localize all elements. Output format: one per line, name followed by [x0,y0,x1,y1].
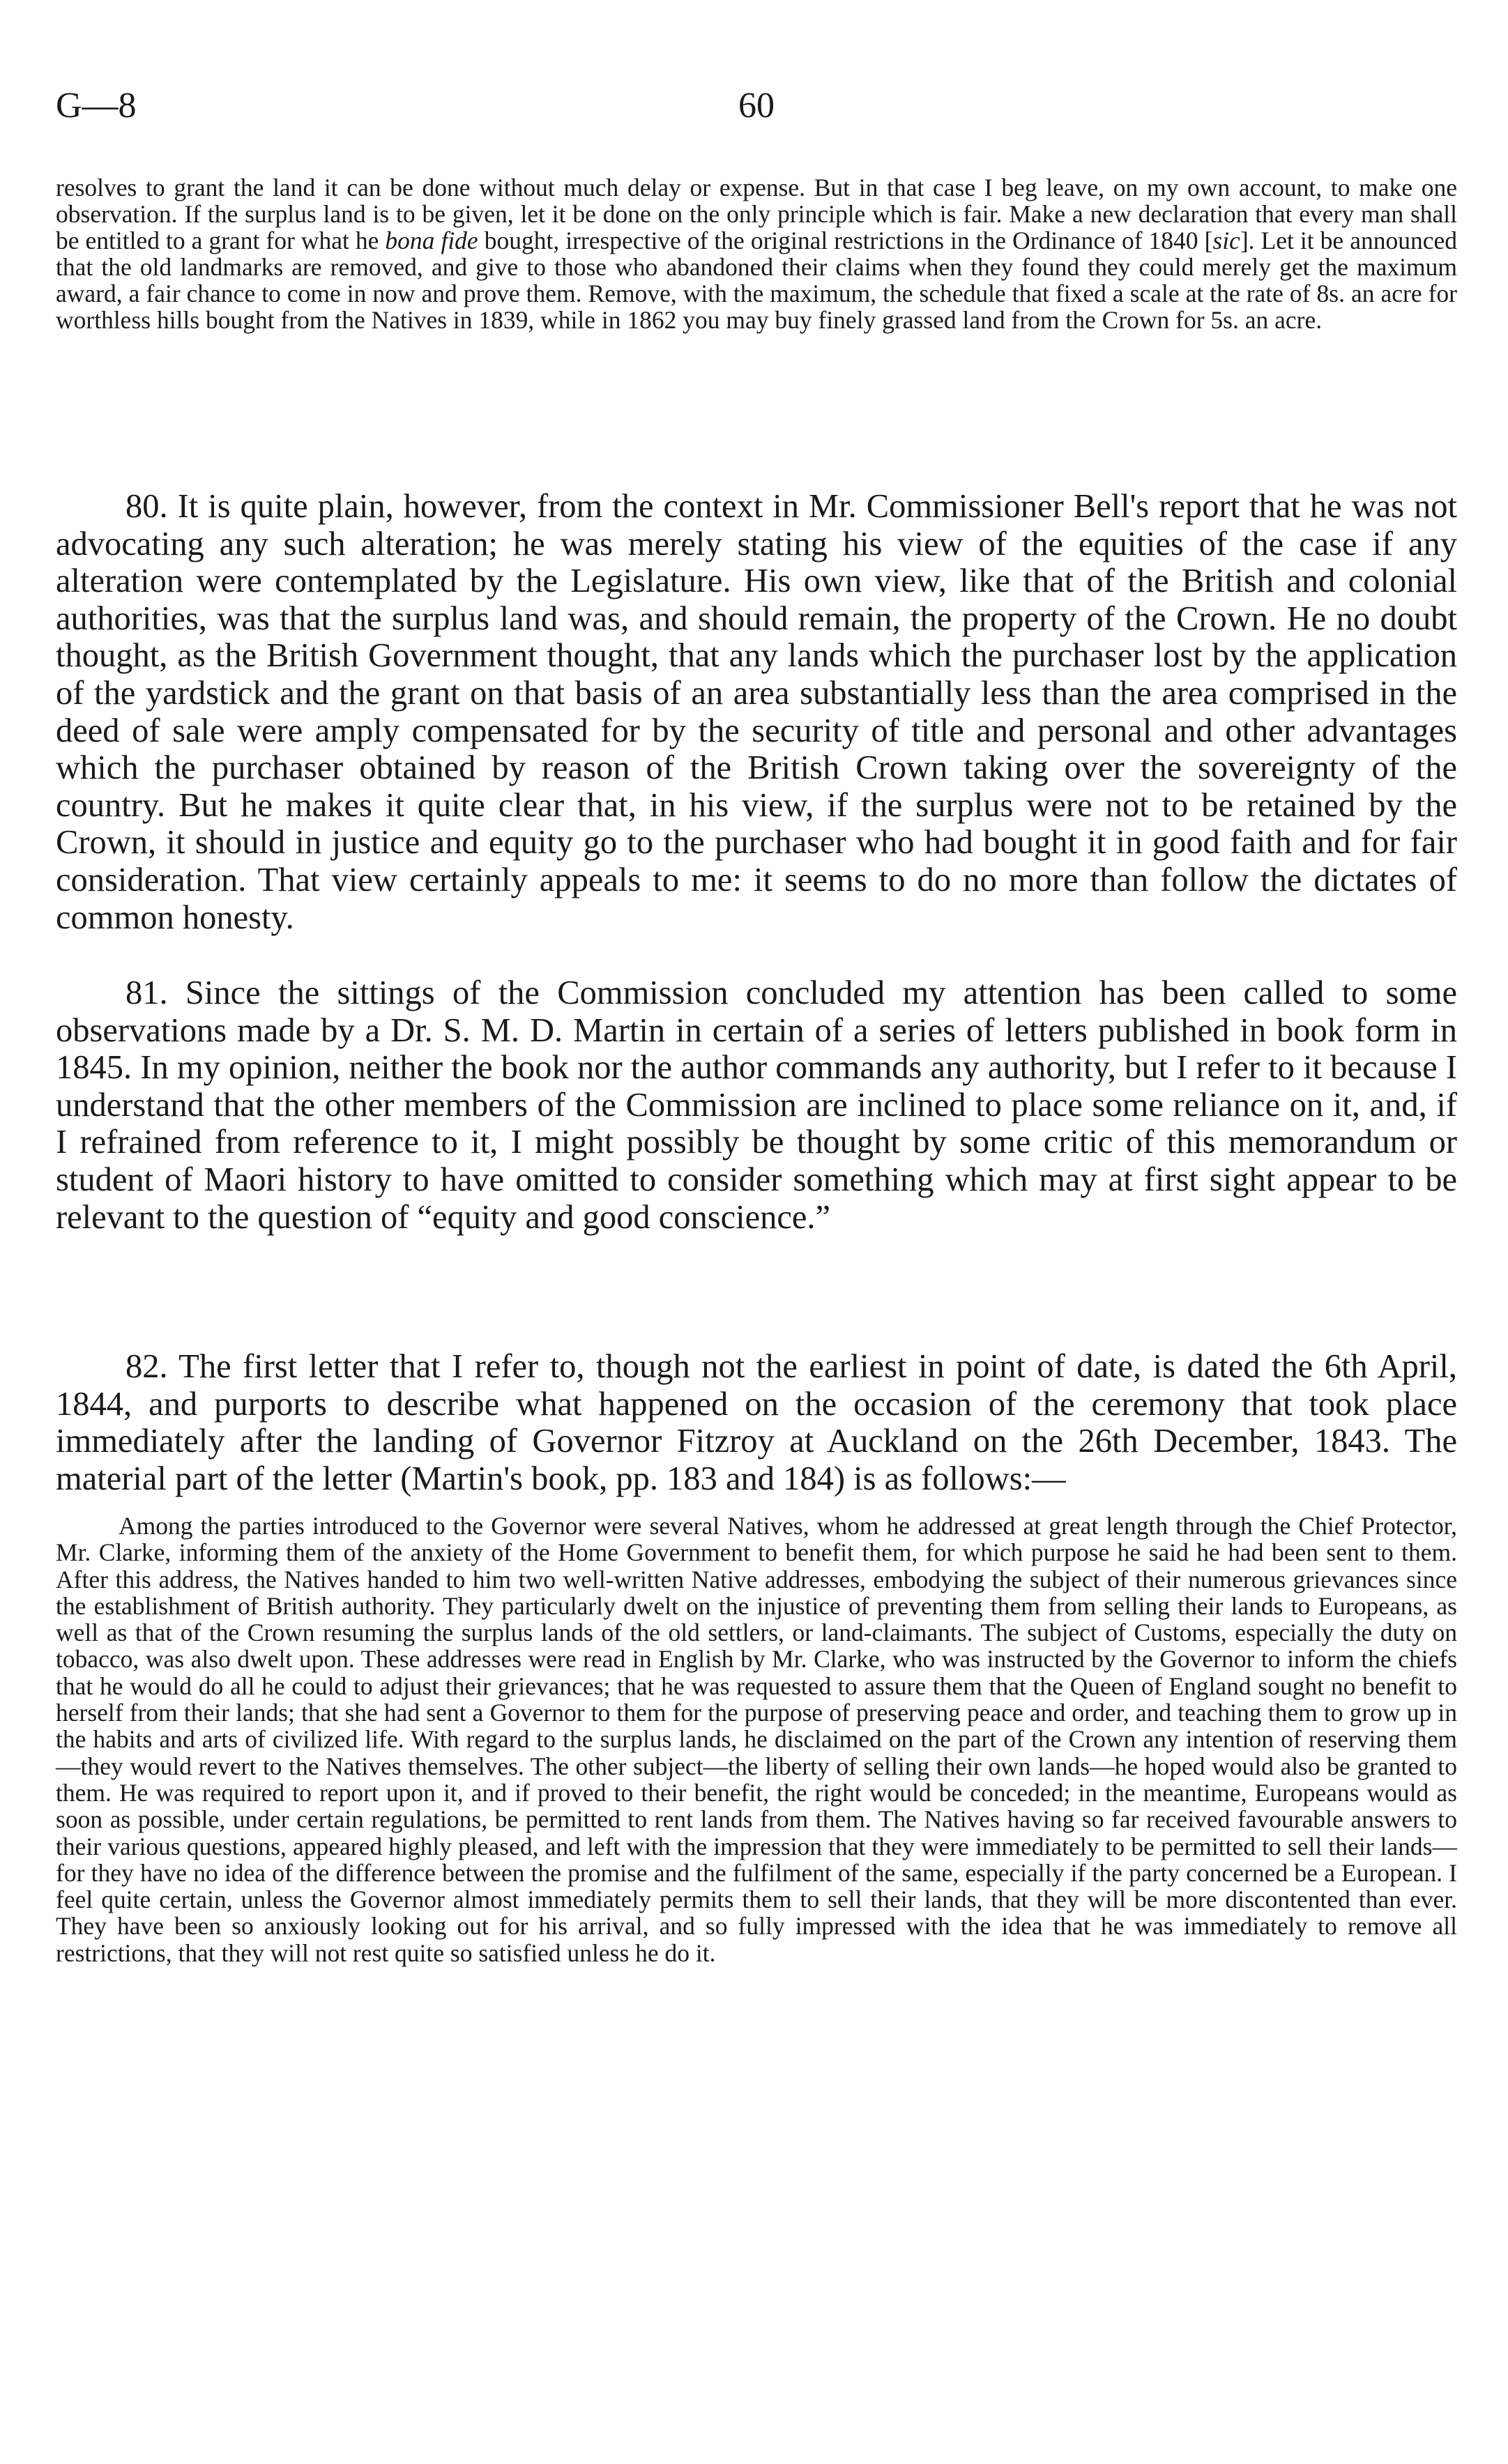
paper-reference: G—8 [56,86,137,125]
block-quotation: Among the parties introduced to the Governor were several Natives, whom he addressed at great length through the Chief Protector, Mr. Clarke, informing them of the anxiety of the Home Government to benefit them, for which purpose he said he had been sent to them. After this address, the Natives handed to him two well-written Native addresses, embodying the subject of their numerous grievances since the establishment of British authority. They particularly dwelt on the injustice of preventing them from selling their lands to Europeans, as well as that of the Crown resuming the surplus lands of the old settlers, or land-claimants. The subject of Customs, especially the duty on tobacco, was also dwelt upon. These addresses were read in English by Mr. Clarke, who was instructed by the Governor to inform the chiefs that he would do all he could to adjust their grievances; that he was requested to assure them that the Queen of England sought no benefit to herself from their lands; that she had sent a Governor to them for the purpose of preserving peace and order, and teaching them to grow up in the habits and arts of civilized life. With regard to the surplus lands, he disclaimed on the part of the Crown any intention of reserving them—they would revert to the Natives themselves. The other subject—the liberty of selling their own lands—he hoped would also be granted to them. He was required to report upon it, and if proved to their benefit, the right would be conceded; in the meantime, Europeans would as soon as possible, under certain regulations, be permitted to rent lands from them. The Natives having so far received favourable answers to their various questions, appeared highly pleased, and left with the impression that they were immediately to be permitted to sell their lands—for they have no idea of the difference between the promise and the fulfilment of the same, especially if the party concerned be a European. I feel quite certain, unless the Governor almost immediately permits them to sell their lands, that they will be more discontented than ever. They have been so anxiously looking out for his arrival, and so fully impressed with the idea that he was immediately to remove all restrictions, that they will not rest quite so satisfied unless he do it. [56,1512,1457,1967]
continued-text-part-2: bought, irrespective of the original restrictions in the Ordinance of 1840 [ [478,227,1213,254]
continued-text-part-1: resolves to grant the land it can be done without much delay or expense. But in that case I beg leave, on my own account, to make one observation. If the surplus land is to be given, let it be done on the only principle which is fair. Make a new declaration that every man shall be entitled to a grant for what he [56,174,1457,254]
page-header [56,85,1457,134]
continued-text-part-3: ]. Let it be announced that the old landmarks are removed, and give to those who abandoned their claims when they found they could merely get the maximum award, a fair chance to come in now and prove them. Remove, with the maximum, the schedule that fixed a scale at the rate of 8s. an acre for worthless hills bought from the Natives in 1839, while in 1862 you may buy finely grassed land from the Crown for 5s. an acre. [56,227,1457,334]
italic-term: bona fide [385,227,478,254]
paragraph-80: 80. It is quite plain, however, from the context in Mr. Commissioner Bell's report that he was not advocating any such alteration; he was merely stating his view of the equities of the case if any alteration were contemplated by the Legislature. His own view, like that of the British and colonial authorities, was that the surplus land was, and should remain, the property of the Crown. He no doubt thought, as the British Government thought, that any lands which the purchaser lost by the application of the yardstick and the grant on that basis of an area substantially less than the area comprised in the deed of sale were amply compensated for by the security of title and personal and other advantages which the purchaser obtained by reason of the British Crown taking over the sovereignty of the country. But he makes it quite clear that, in his view, if the surplus were not to be retained by the Crown, it should in justice and equity go to the purchaser who had bought it in good faith and for fair consideration. That view certainly appeals to me: it seems to do no more than follow the dictates of common honesty. [56,488,1457,936]
page-number: 60 [738,86,775,125]
paragraph-81: 81. Since the sittings of the Commission concluded my attention has been called to some observations made by a Dr. S. M. D. Martin in certain of a series of letters published in book form in 1845. In my opinion, neither the book nor the author commands any authority, but I refer to it because I understand that the other members of the Commission are inclined to place some reliance on it, and, if I refrained from reference to it, I might possibly be thought by some critic of this memorandum or student of Maori history to have omitted to consider something which may at first sight appear to be relevant to the question of “equity and good conscience.” [56,974,1457,1236]
paragraph-82: 82. The first letter that I refer to, though not the earliest in point of date, is dated the 6th April, 1844, and purports to describe what happened on the occasion of the ceremony that took place immediately after the landing of Governor Fitzroy at Auckland on the 26th December, 1843. The material part of the letter (Martin's book, pp. 183 and 184) is as follows:— [56,1348,1457,1497]
document-page [56,0,1457,2464]
sic-marker: sic [1212,227,1240,254]
continued-quotation [56,174,1457,333]
